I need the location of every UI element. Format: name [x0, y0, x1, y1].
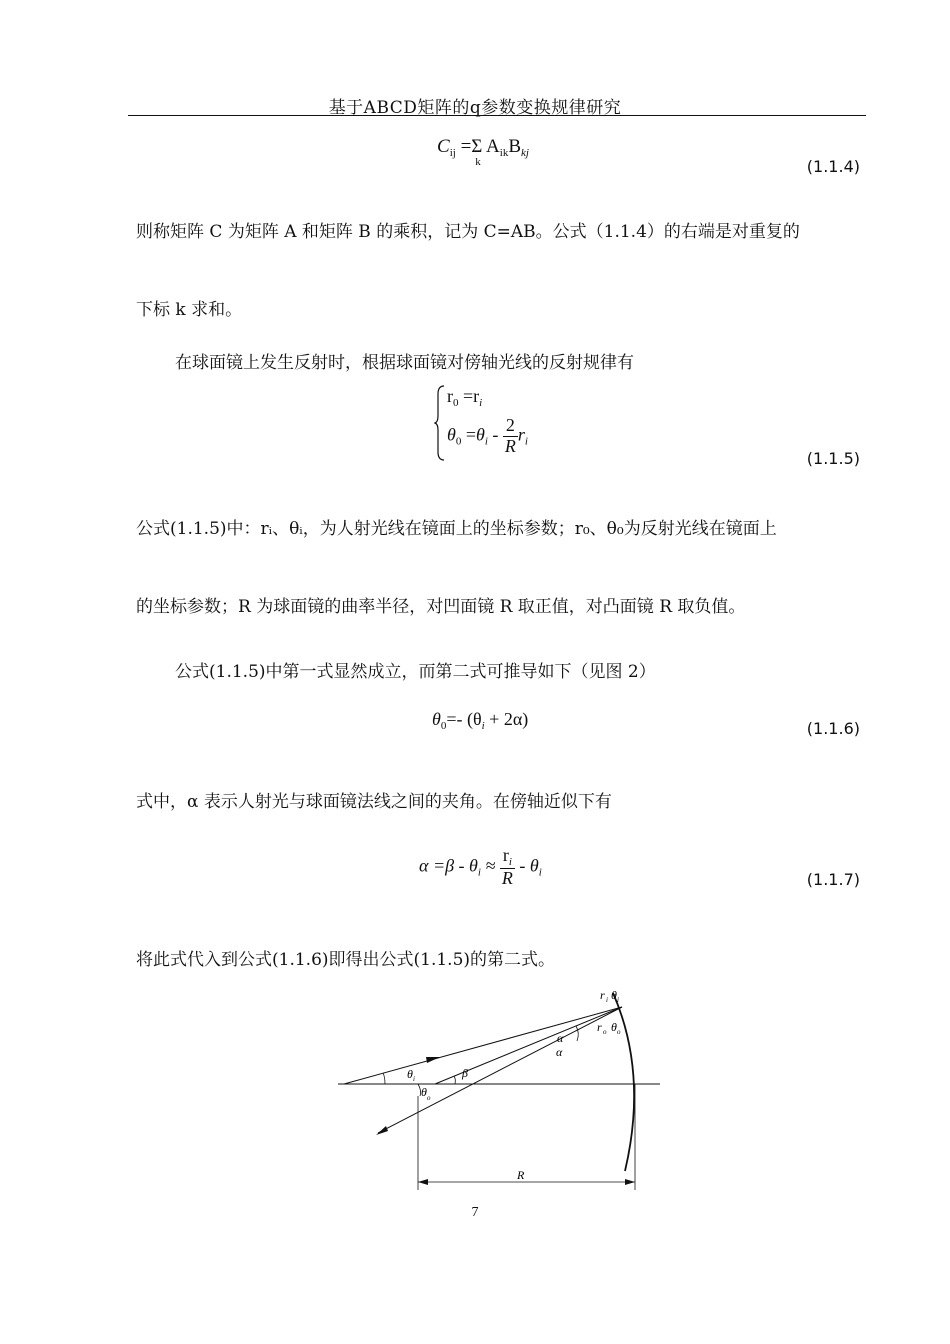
sigma-symbol: Σ [471, 136, 483, 157]
eq-expression: α =β - θ [419, 855, 478, 876]
label-beta: β [462, 1066, 468, 1080]
fraction-numerator: r [502, 845, 509, 865]
body-paragraph: 公式(1.1.5)中：rᵢ、θᵢ，为人射光线在镜面上的坐标参数；r₀、θ₀为反射光线在镜面上 [136, 519, 777, 539]
arrow-head [376, 1126, 388, 1135]
eq-subscript: ik [499, 147, 509, 159]
equation-number: (1.1.7) [806, 870, 860, 889]
eq-symbol: A [486, 136, 500, 157]
label-sub: i [413, 1075, 415, 1083]
eq-subscript: i [479, 397, 483, 409]
arrow-head [426, 1057, 440, 1063]
body-paragraph: 在球面镜上发生反射时，根据球面镜对傍轴光线的反射规律有 [175, 353, 634, 373]
label-theta-out: θ [421, 1085, 427, 1099]
label-sub: i [606, 996, 608, 1004]
eq-subscript: i [524, 435, 528, 448]
equation-number: (1.1.5) [806, 449, 860, 468]
label-theta-in: θ [407, 1067, 413, 1081]
eq-subscript: kj [521, 147, 529, 159]
label-ri: r [600, 988, 605, 1002]
left-brace [434, 384, 446, 462]
reflected-ray [378, 1007, 622, 1133]
fraction-numerator: 2 [503, 416, 518, 437]
eq-operator: - [492, 424, 499, 445]
eq-symbol: B [508, 136, 522, 157]
fraction-denominator: R [504, 435, 516, 456]
eq-subscript: 0 [440, 720, 447, 732]
sigma-subscript: k [475, 156, 481, 168]
label-alpha: α [557, 1031, 564, 1045]
equation-1-1-6 [432, 709, 528, 732]
label-sub: o [427, 1094, 431, 1102]
fraction-denominator: R [501, 868, 513, 889]
label-sub: o [617, 1028, 621, 1036]
eq-subscript: 0 [455, 435, 462, 448]
label-alpha: α [556, 1045, 563, 1059]
equation-1-1-5-line2 [447, 416, 528, 457]
equation-1-1-5-line1 [447, 386, 482, 409]
incident-ray [344, 1007, 622, 1084]
equation-1-1-7 [419, 846, 542, 889]
label-ro: r [597, 1020, 602, 1034]
eq-expression: =- (θ [446, 709, 482, 729]
equation-number: (1.1.6) [806, 719, 860, 738]
label-theta-o: θ [611, 1020, 617, 1034]
running-header: 基于ABCD矩阵的q参数变换规律研究 [328, 98, 622, 118]
header-rule [128, 115, 866, 116]
body-paragraph: 的坐标参数；R 为球面镜的曲率半径，对凹面镜 R 取正值，对凸面镜 R 取负值。 [136, 597, 746, 617]
eq-subscript: 0 [453, 397, 459, 409]
eq-symbol: r [473, 386, 480, 406]
eq-symbol: θ [432, 709, 441, 729]
body-paragraph: 式中，α 表示人射光与球面镜法线之间的夹角。在傍轴近似下有 [136, 792, 612, 812]
equation-1-1-4 [437, 136, 529, 168]
eq-expression: - θ [514, 855, 539, 876]
eq-subscript: i [481, 720, 485, 732]
eq-subscript: i [484, 435, 488, 448]
eq-subscript: i [508, 856, 512, 868]
eq-symbol: r [447, 386, 453, 406]
mirror-reflection-figure [330, 983, 670, 1198]
fraction [500, 846, 515, 889]
page-number: 7 [471, 1205, 479, 1220]
body-paragraph: 下标 k 求和。 [136, 300, 243, 320]
body-paragraph: 则称矩阵 C 为矩阵 A 和矩阵 B 的乘积，记为 C=AB。公式（1.1.4）的右端是对重复的 [136, 222, 800, 242]
eq-subscript: i [477, 866, 481, 879]
eq-subscript: ij [449, 147, 456, 159]
fraction [503, 416, 518, 457]
label-theta-i: θ [611, 988, 617, 1002]
label-sub: i [617, 996, 619, 1004]
eq-operator: = [465, 424, 476, 445]
eq-operator: ≈ [480, 855, 496, 876]
eq-expression: + 2α) [484, 709, 529, 729]
eq-symbol: θ [476, 424, 485, 445]
eq-symbol: r [517, 424, 525, 445]
equation-number: (1.1.4) [806, 157, 860, 176]
label-radius: R [517, 1168, 525, 1182]
body-paragraph: 公式(1.1.5)中第一式显然成立，而第二式可推导如下（见图 2） [175, 662, 656, 682]
eq-symbol: C [437, 136, 450, 157]
eq-operator: = [460, 136, 472, 157]
eq-symbol: θ [447, 424, 456, 445]
label-sub: o [603, 1028, 607, 1036]
body-paragraph: 将此式代入到公式(1.1.6)即得出公式(1.1.5)的第二式。 [136, 950, 556, 970]
eq-subscript: i [538, 866, 542, 879]
eq-operator: = [463, 386, 474, 406]
